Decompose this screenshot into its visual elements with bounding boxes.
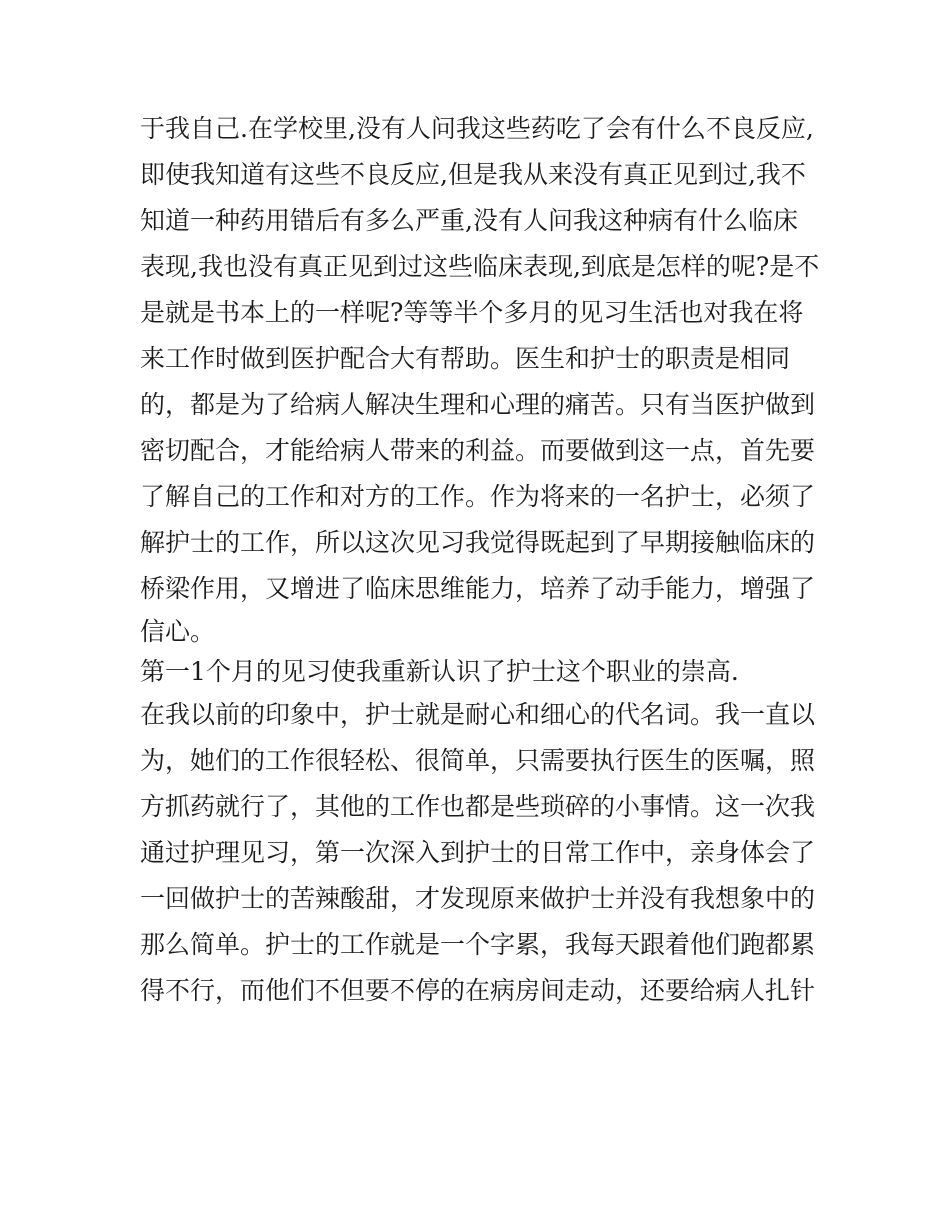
text-line: 一回做护士的苦辣酸甜，才发现原来做护士并没有我想象中的 [140,884,816,913]
text-line: 于我自己.在学校里,没有人问我这些药吃了会有什么不良反应, [140,114,814,143]
body-text [140,106,820,1014]
section-heading: 第一1个月的见习使我重新认识了护士这个职业的崇高. [140,657,739,686]
text-line: 了解自己的工作和对方的工作。作为将来的一名护士，必须了 [140,482,816,511]
text-line: 即使我知道有这些不良反应,但是我从来没有真正见到过,我不 [140,160,806,189]
text-line: 桥梁作用，又增进了临床思维能力，培养了动手能力，增强了 [140,574,816,603]
text-line: 知道一种药用错后有多么严重,没有人问我这种病有什么临床 [140,206,798,235]
text-line: 是就是书本上的一样呢?等等半个多月的见习生活也对我在将 [140,298,804,327]
text-line: 表现,我也没有真正见到过这些临床表现,到底是怎样的呢?是不 [140,252,820,281]
text-line: 来工作时做到医护配合大有帮助。医生和护士的职责是相同 [140,344,791,373]
text-line: 信心。 [140,617,216,646]
text-line: 解护士的工作，所以这次见习我觉得既起到了早期接触临床的 [140,528,816,557]
text-line: 为，她们的工作很轻松、很简单，只需要执行医生的医嘱，照 [140,746,816,775]
text-line: 在我以前的印象中，护士就是耐心和细心的代名词。我一直以 [140,700,816,729]
text-line: 密切配合，才能给病人带来的利益。而要做到这一点，首先要 [140,436,816,465]
text-line: 那么简单。护士的工作就是一个字累，我每天跟着他们跑都累 [140,930,816,959]
text-line: 方抓药就行了，其他的工作也都是些琐碎的小事情。这一次我 [140,792,816,821]
text-line: 得不行，而他们不但要不停的在病房间走动，还要给病人扎针 [140,976,816,1005]
text-line: 的，都是为了给病人解决生理和心理的痛苦。只有当医护做到 [140,390,816,419]
text-line: 通过护理见习，第一次深入到护士的日常工作中，亲身体会了 [140,838,816,867]
